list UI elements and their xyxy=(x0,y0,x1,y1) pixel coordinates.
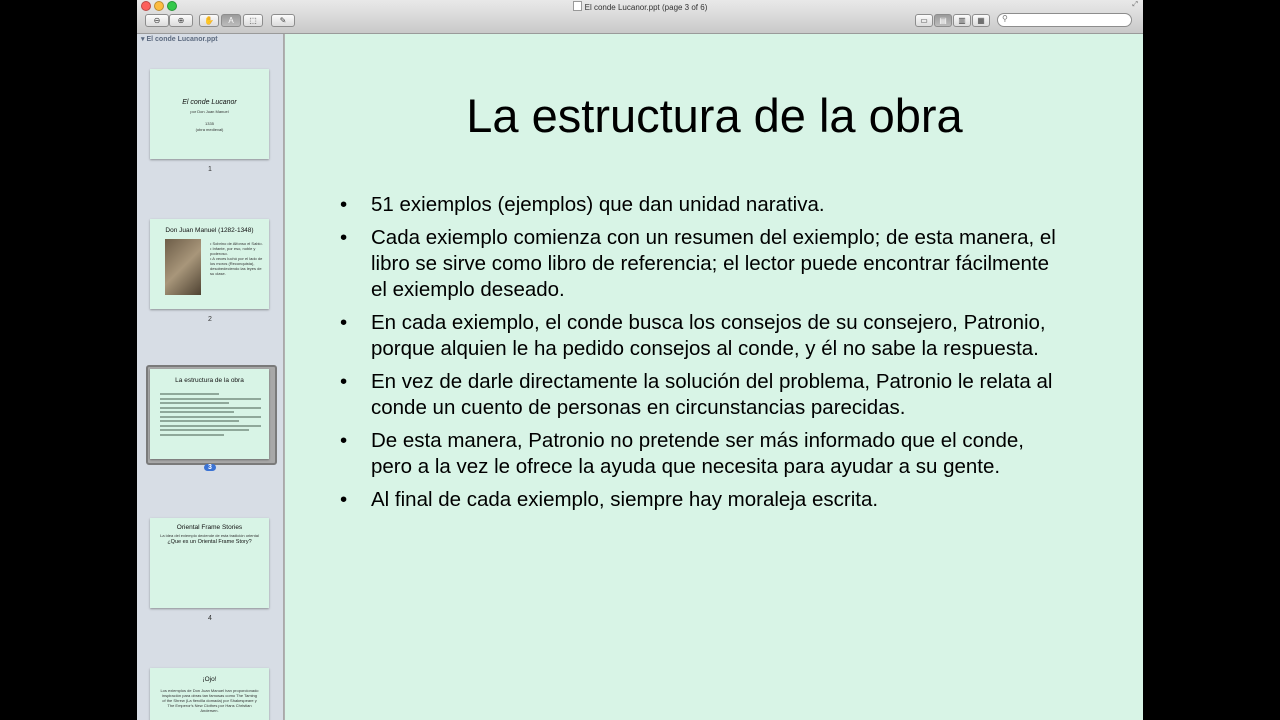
fullscreen-icon[interactable]: ⤢ xyxy=(1132,1,1138,8)
thumbnail-title: El conde Lucanor xyxy=(182,99,237,106)
bullet-dot: • xyxy=(340,193,348,216)
page-number-4: 4 xyxy=(208,615,212,622)
bullet-dot: • xyxy=(340,370,348,393)
search-icon: ⚲ xyxy=(1002,14,1008,23)
view-content-only-button[interactable] xyxy=(915,14,933,27)
thumbnail-line: La idea del exiemplo deciende de esta tradición oriental xyxy=(160,533,259,538)
vertical-scrollbar[interactable] xyxy=(1138,34,1143,720)
sidebar-document-header[interactable]: ▾ El conde Lucanor.ppt xyxy=(141,36,218,43)
thumbnail-line: (obra medieval) xyxy=(195,127,224,132)
slide-title: La estructura de la obra xyxy=(466,89,963,142)
thumbnail-page-3[interactable] xyxy=(150,369,269,459)
thumbnail-text-line xyxy=(160,420,239,422)
bullet-item xyxy=(340,428,1060,480)
slide-canvas xyxy=(284,34,1143,720)
search-field[interactable] xyxy=(997,13,1132,27)
thumbnail-text-line xyxy=(160,393,219,395)
move-tool-button[interactable] xyxy=(199,14,219,27)
thumbnail-page-1[interactable] xyxy=(150,69,269,159)
thumbnail-text-line xyxy=(160,411,234,413)
rect-select-icon: ⬚ xyxy=(249,16,257,25)
window-title: El conde Lucanor.ppt (page 3 of 6) xyxy=(584,3,708,12)
bullet-dot: • xyxy=(340,226,348,249)
thumbnail-page-5[interactable] xyxy=(150,668,269,720)
thumbnail-line: por Don Juan Manuel xyxy=(190,109,229,114)
bullet-item xyxy=(340,487,1060,513)
page-number-2: 2 xyxy=(208,316,212,323)
bullet-text: 51 exiemplos (ejemplos) que dan unidad narativa. xyxy=(371,193,825,216)
thumbnail-line: 1335 xyxy=(205,121,214,126)
thumbnail-line: ¿Que es un Oriental Frame Story? xyxy=(167,539,252,545)
pencil-icon: ✎ xyxy=(279,16,287,25)
portrait-image xyxy=(165,239,201,295)
bullet-text: Al final de cada exiemplo, siempre hay moraleja escrita. xyxy=(371,488,879,511)
bullet-dot: • xyxy=(340,429,348,452)
page-number-1: 1 xyxy=(208,166,212,173)
page-number-3 xyxy=(137,464,283,471)
sidebar-document-name: El conde Lucanor.ppt xyxy=(146,36,218,43)
rect-select-tool-button[interactable] xyxy=(243,14,263,27)
selected-page-badge: 3 xyxy=(204,464,216,471)
bullet-item xyxy=(340,225,1060,303)
zoom-out-button[interactable] xyxy=(145,14,169,27)
thumbnail-line: • A veces luchó por el lado de los moros (Reconquista), desobedeciendo las leyes de su clase. xyxy=(210,256,263,276)
bullet-dot: • xyxy=(340,488,348,511)
grid-icon: ▦ xyxy=(977,16,985,25)
title-bar xyxy=(137,0,1143,34)
thumbnail-title: ¡Ojo! xyxy=(202,676,217,683)
bullet-item xyxy=(340,192,1060,218)
thumbnail-sidebar xyxy=(137,34,284,720)
view-contact-sheet-button[interactable] xyxy=(972,14,990,27)
text-select-tool-button[interactable] xyxy=(221,14,241,27)
thumbnail-title: La estructura de la obra xyxy=(175,377,244,384)
bullet-list xyxy=(340,192,1060,520)
document-icon xyxy=(573,1,582,11)
thumbnail-text-line xyxy=(160,416,261,418)
thumbnail-text-line xyxy=(160,398,261,400)
toc-icon: ▥ xyxy=(958,16,966,25)
thumbnail-page-4[interactable] xyxy=(150,518,269,608)
zoom-out-icon: ⊖ xyxy=(153,16,161,25)
view-toc-button[interactable] xyxy=(953,14,971,27)
thumbnail-text-line xyxy=(160,429,249,431)
thumbnail-text-line xyxy=(160,402,229,404)
thumbnail-line: • Infante, por eso, noble y poderoso. xyxy=(210,246,256,256)
bullet-text: De esta manera, Patronio no pretende ser más informado que el conde, pero a la vez le ofrece la ayuda que necesita para ayudar a su gente. xyxy=(371,429,1024,478)
thumbnail-line: Los exiemplos de Don Juan Manuel han proporcionado inspiración para obras tan famosas como The Taming of the Shrew (La fiercilla domada) por Shakespeare y The Emperor's New Clothes por Hans Christian Andersen. xyxy=(160,688,259,713)
bullet-text: Cada exiemplo comienza con un resumen del exiemplo; de esta manera, el libro se sirve como libro de referencia; el lector puede encontrar fácilmente el exiemplo deseado. xyxy=(371,226,1056,301)
thumbnail-text-line xyxy=(160,434,224,436)
thumbnail-page-2[interactable] xyxy=(150,219,269,309)
thumbnail-title: Don Juan Manuel (1282-1348) xyxy=(165,227,254,234)
single-view-icon: ▭ xyxy=(920,16,928,25)
zoom-in-icon: ⊕ xyxy=(177,16,185,25)
thumbnail-title: Oriental Frame Stories xyxy=(176,524,243,531)
hand-icon: ✋ xyxy=(204,16,214,25)
thumbnail-text-line xyxy=(160,425,261,427)
thumbnails-icon: ▤ xyxy=(939,16,947,25)
bullet-item xyxy=(340,310,1060,362)
bullet-dot: • xyxy=(340,311,348,334)
bullet-item xyxy=(340,369,1060,421)
bullet-text: En cada exiemplo, el conde busca los consejos de su consejero, Patronio, porque alquien le ha pedido consejos al conde, y él no sabe la respuesta. xyxy=(371,311,1046,360)
thumbnail-text-line xyxy=(160,407,261,409)
thumbnail-text xyxy=(210,241,265,276)
zoom-in-button[interactable] xyxy=(169,14,193,27)
preview-window xyxy=(137,0,1143,720)
view-thumbnails-button[interactable] xyxy=(934,14,952,27)
thumbnail-line: • Sobrino de Alfonso el Sabio. xyxy=(210,241,263,246)
bullet-text: En vez de darle directamente la solución del problema, Patronio le relata al conde un cuento de personas en circunstancias parecidas. xyxy=(371,370,1053,419)
text-tool-icon: A xyxy=(228,16,234,25)
window-title-wrap xyxy=(137,1,1143,12)
annotate-button[interactable] xyxy=(271,14,295,27)
